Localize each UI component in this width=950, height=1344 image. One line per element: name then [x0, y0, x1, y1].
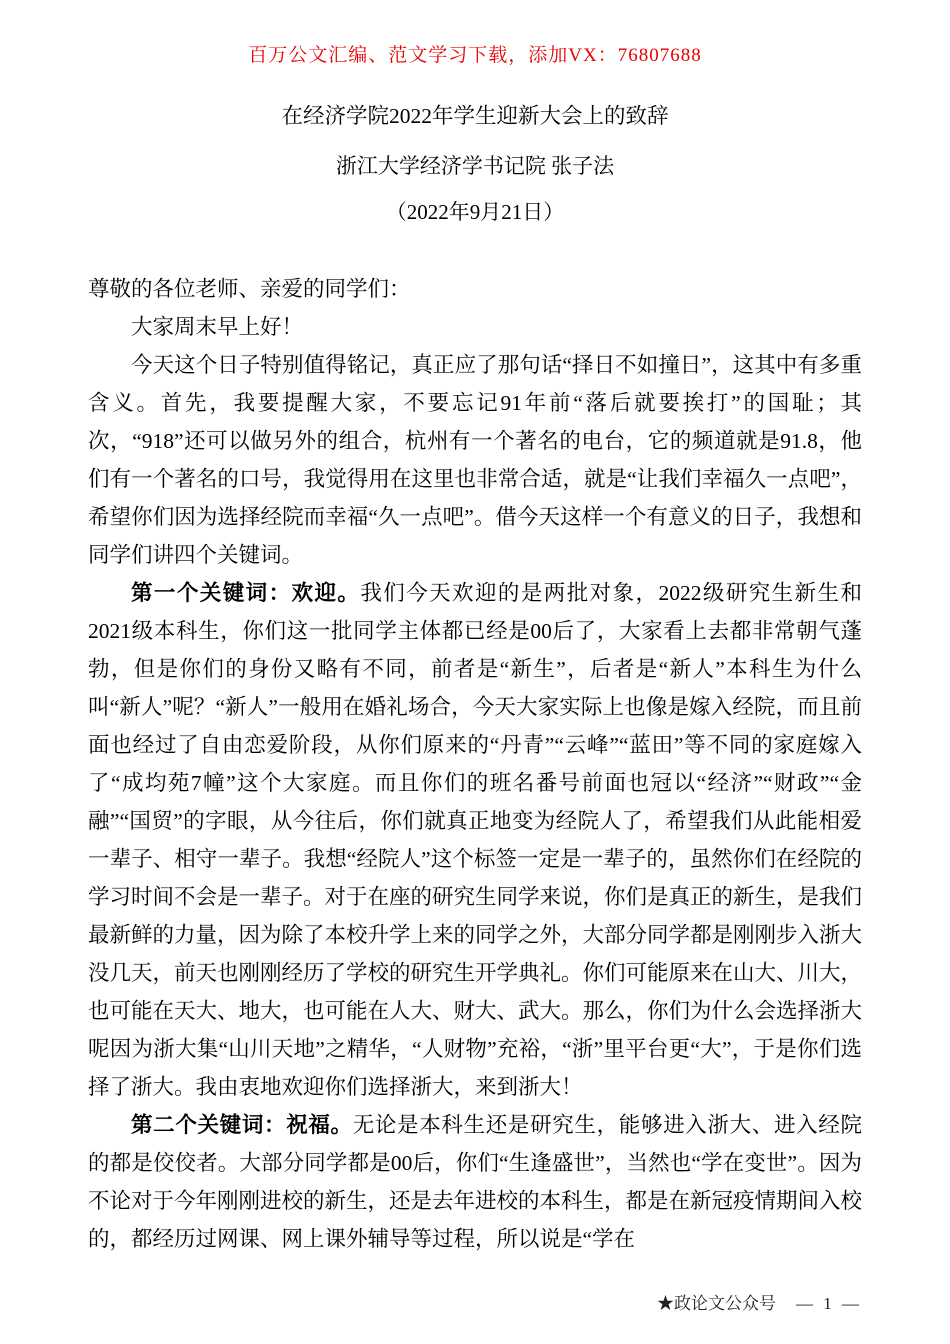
paragraph-lead: 第二个关键词：祝福。 — [131, 1113, 353, 1137]
greeting: 大家周末早上好！ — [131, 315, 304, 339]
salutation: 尊敬的各位老师、亲爱的同学们： — [88, 277, 411, 301]
paragraph — [88, 574, 862, 1106]
document-author: 浙江大学经济学书记院 张子法 — [335, 154, 615, 178]
document-body — [88, 270, 862, 1258]
promo-banner: 百万公文汇编、范文学习下载，添加VX：76807688 — [248, 45, 702, 66]
footer-source: ★政论文公众号 — [657, 1294, 776, 1313]
paragraph-text: 今天这个日子特别值得铭记，真正应了那句话“择日不如撞日”，这其中有多重含义。首先，我要提醒大家，不要忘记91年前“落后就要挨打”的国耻；其次，“918”还可以做另外的组合，杭州有一个著名的电台，它的频道就是91.8，他们有一个著名的口号，我觉得用在这里也非常合适，就是“让我们幸福久一点吧”，希望你们因为选择经院而幸福“久一点吧”。借今天这样一个有意义的日子，我想和同学们讲四个关键词。 — [88, 353, 862, 567]
paragraph-lead: 第一个关键词：欢迎。 — [131, 581, 361, 605]
document-title: 在经济学院2022年学生迎新大会上的致辞 — [281, 104, 669, 128]
paragraph-text: 无论是本科生还是研究生，能够进入浙大、进入经院的都是佼佼者。大部分同学都是00后，你们“生逢盛世”，当然也“学在变世”。因为不论对于今年刚刚进校的新生，还是去年进校的本科生，都是在新冠疫情期间入校的，都经历过网课、网上课外辅导等过程，所以说是“学在 — [88, 1113, 863, 1251]
paragraph — [88, 1106, 862, 1258]
document-date: （2022年9月21日） — [385, 200, 565, 224]
paragraph-text: 我们今天欢迎的是两批对象，2022级研究生新生和2021级本科生，你们这一批同学主体都已经是00后了，大家看上去都非常朝气蓬勃，但是你们的身份又略有不同，前者是“新生”，后者是“新人”本科生为什么叫“新人”呢？“新人”一般用在婚礼场合，今天大家实际上也像是嫁入经院，而且前面也经过了自由恋爱阶段，从你们原来的“丹青”“云峰”“蓝田”等不同的家庭嫁入了“成均苑7幢”这个大家庭。而且你们的班名番号前面也冠以“经济”“财政”“金融”“国贸”的字眼，从今往后，你们就真正地变为经院人了，希望我们从此能相爱一辈子、相守一辈子。我想“经院人”这个标签一定是一辈子的，虽然你们在经院的学习时间不会是一辈子。对于在座的研究生同学来说，你们是真正的新生，是我们最新鲜的力量，因为除了本校升学上来的同学之外，大部分同学都是刚刚步入浙大没几天，前天也刚刚经历了学校的研究生开学典礼。你们可能原来在山大、川大，也可能在天大、地大，也可能在人大、财大、武大。那么，你们为什么会选择浙大呢因为浙大集“山川天地”之精华，“人财物”充裕，“浙”里平台更“大”，于是你们选择了浙大。我由衷地欢迎你们选择浙大，来到浙大！ — [88, 581, 863, 1099]
page-number: — 1 — — [796, 1294, 862, 1313]
paragraph — [88, 346, 862, 574]
page-footer — [657, 1289, 862, 1314]
